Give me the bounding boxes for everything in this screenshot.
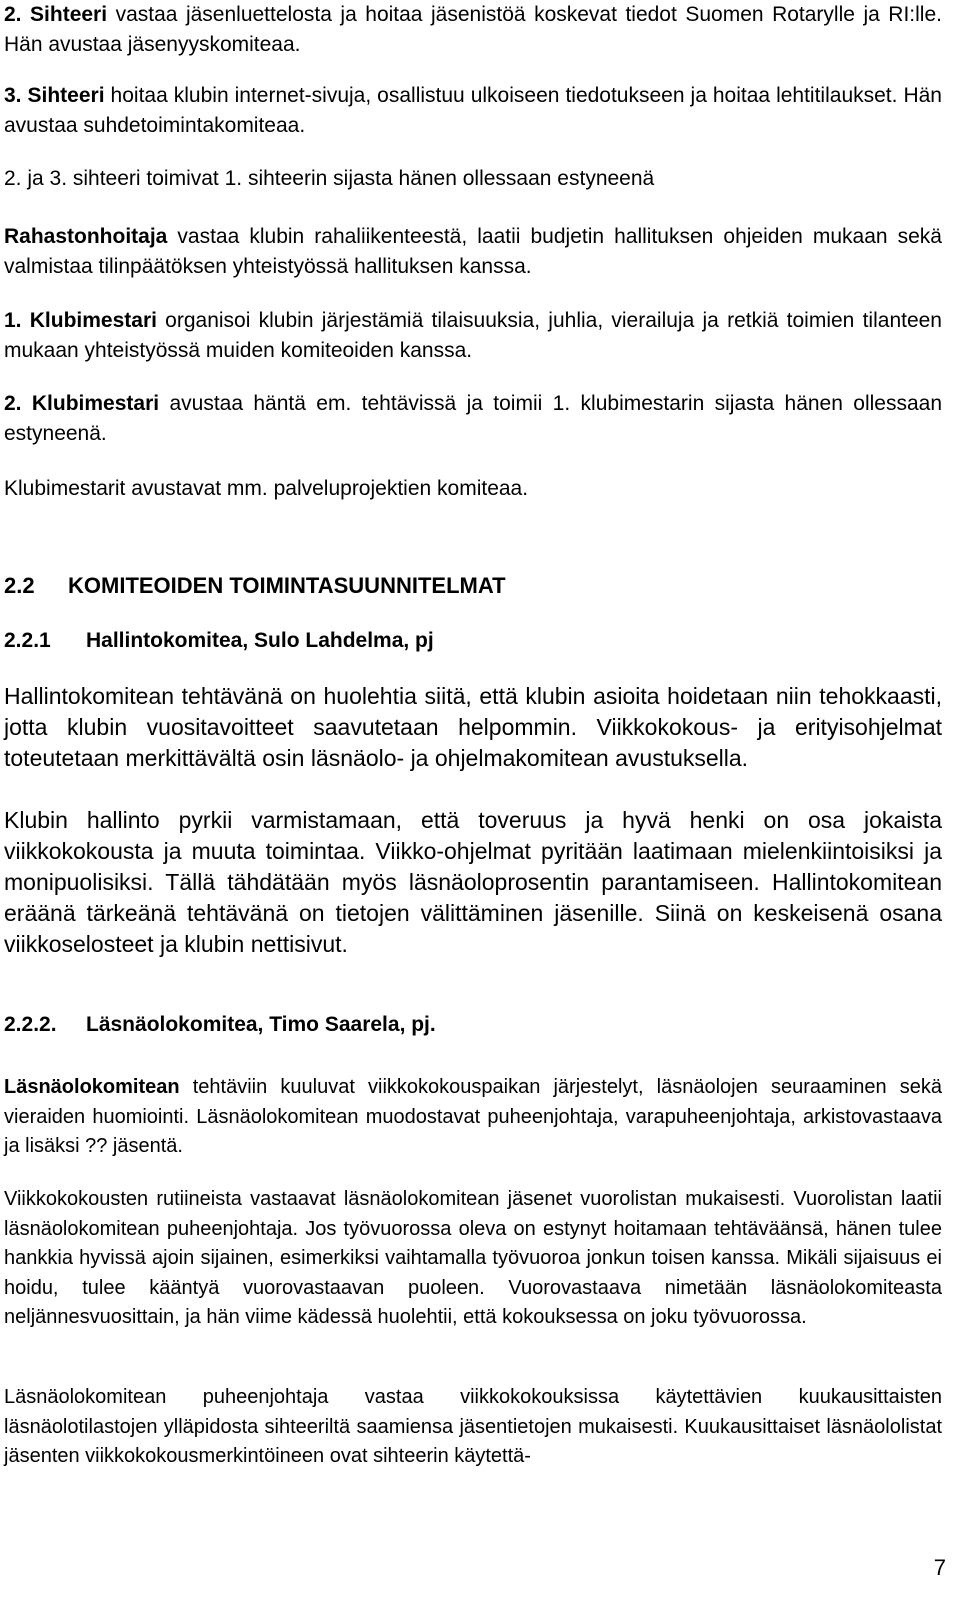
administration-paragraph-1: Hallintokomitean tehtävänä on huolehtia siitä, että klubin asioita hoidetaan niin tehokkaasti, jotta klubin vuositavoitteet saavutetaan helpommin. Viikkokokous- ja erityisohjelmat toteutetaan merkittävältä osin läsnäolo- ja ohjelmakomitean avustuksella. [4, 683, 942, 771]
paragraph-text: tehtäviin kuuluvat viikkokokouspaikan järjestelyt, läsnäolojen seuraaminen sekä vieraiden huomiointi. Läsnäolokomitean muodostavat puheenjohtaja, varapuheenjohtaja, arkistovastaava ja lisäksi ?? jäsentä. [4, 1076, 942, 1157]
secretary-3-paragraph [4, 81, 942, 141]
subsection-title: Hallintokomitea, Sulo Lahdelma, pj [86, 629, 434, 652]
role-name: Rahastonhoitaja [4, 225, 168, 248]
subsection-number: 2.2.2. [4, 1013, 57, 1036]
section-heading [4, 571, 942, 601]
club-master-1-paragraph [4, 306, 942, 366]
subsection-heading-2-2-2 [4, 1010, 942, 1040]
attendance-paragraph-3: Läsnäolokomitean puheenjohtaja vastaa viikkokokouksissa käytettävien kuukausittaisten läsnäolotilastojen ylläpidosta sihteeriltä saamiensa jäsentietojen mukaisesti. Kuukausittaiset läsnäololistat jäsenten viikkokokousmerkintöineen ovat sihteerin käytettä- [4, 1386, 942, 1467]
club-masters-paragraph: Klubimestarit avustavat mm. palveluprojektien komiteaa. [4, 477, 529, 500]
paragraph-number: 2. [4, 392, 22, 415]
club-master-2-paragraph [4, 389, 942, 449]
section-number: 2.2 [4, 573, 35, 598]
role-name: Sihteeri [27, 84, 105, 107]
secretary-2-paragraph [4, 0, 942, 60]
paragraph-text: hoitaa klubin internet-sivuja, osallistuu ulkoiseen tiedotukseen ja hoitaa lehtitilaukset. Hän avustaa suhdetoimintakomiteaa. [4, 84, 942, 137]
paragraph-text: avustaa häntä em. tehtävissä ja toimii 1. klubimestarin sijasta hänen ollessaan estyneenä. [4, 392, 942, 445]
subsection-title: Läsnäolokomitea, Timo Saarela, pj. [86, 1013, 436, 1036]
treasurer-paragraph [4, 222, 942, 282]
attendance-paragraph-1 [4, 1073, 942, 1162]
administration-paragraph-2: Klubin hallinto pyrkii varmistamaan, että toveruus ja hyvä henki on osa jokaista viikkokokousta ja muuta toimintaa. Viikko-ohjelmat pyritään laatimaan mielenkiintoisiksi ja monipuolisiksi. Tällä tähdätään myös läsnäoloprosentin parantamiseen. Hallintokomitean eräänä tärkeänä tehtävänä on tietojen välittäminen jäsenille. Siinä on keskeisenä osana viikkoselosteet ja klubin nettisivut. [4, 807, 942, 957]
paragraph-text: organisoi klubin järjestämiä tilaisuuksia, juhlia, vierailuja ja retkiä toimien tilanteen mukaan yhteistyössä muiden komiteoiden kanssa. [4, 309, 942, 362]
committee-name: Läsnäolokomitean [4, 1076, 180, 1098]
paragraph-number: 1. [4, 309, 22, 332]
section-title: KOMITEOIDEN TOIMINTASUUNNITELMAT [68, 573, 506, 598]
paragraph-number: 2. [4, 3, 22, 26]
role-name: Klubimestari [31, 392, 160, 415]
subsection-heading-2-2-1 [4, 626, 942, 656]
paragraph-number: 3. [4, 84, 22, 107]
secretaries-substitute-paragraph: 2. ja 3. sihteeri toimivat 1. sihteerin sijasta hänen ollessaan estyneenä [4, 167, 655, 190]
page-number: 7 [933, 1555, 946, 1580]
attendance-paragraph-2: Viikkokokousten rutiineista vastaavat läsnäolokomitean jäsenet vuorolistan mukaisesti. Vuorolistan laatii läsnäolokomitean puheenjohtaja. Jos työvuorossa oleva on estynyt hoitamaan tehtäväänsä, hänen tulee hankkia hyvissä ajoin sijainen, esimerkiksi vaihtamalla työvuoroa jonkun toisen kanssa. Mikäli sijaisuus ei hoidu, tulee kääntyä vuorovastaavan puoleen. Vuorovastaava nimetään läsnäolokomiteasta neljännesvuosittain, ja hän viime kädessä huolehtii, että kokouksessa on joku työvuorossa. [4, 1188, 942, 1328]
paragraph-text: vastaa jäsenluettelosta ja hoitaa jäsenistöä koskevat tiedot Suomen Rotarylle ja RI:lle. Hän avustaa jäsenyyskomiteaa. [4, 3, 942, 56]
role-name: Sihteeri [30, 3, 108, 26]
paragraph-text: vastaa klubin rahaliikenteestä, laatii budjetin hallituksen ohjeiden mukaan sekä valmistaa tilinpäätöksen yhteistyössä hallituksen kanssa. [4, 225, 942, 278]
role-name: Klubimestari [29, 309, 157, 332]
subsection-number: 2.2.1 [4, 629, 51, 652]
